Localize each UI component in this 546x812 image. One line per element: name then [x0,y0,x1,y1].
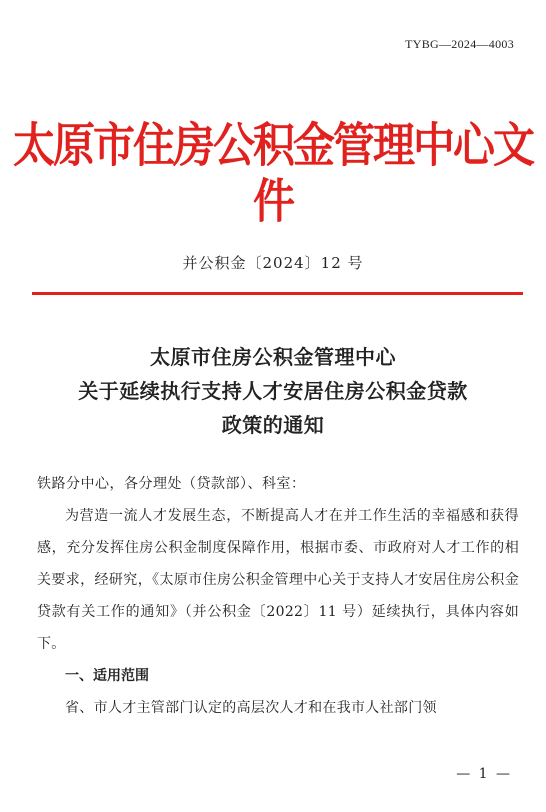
notice-title [0,340,546,442]
document-body [37,468,519,724]
page-number: — 1 — [456,766,512,782]
body-paragraph: 省、市人才主管部门认定的高层次人才和在我市人社部门领 [65,700,437,716]
red-divider-line [32,292,523,295]
document-code: TYBG—2024—4003 [405,37,514,51]
body-paragraph: 为营造一流人才发展生态，不断提高人才在并工作生活的幸福感和获得感，充分发挥住房公积金制度保障作用，根据市委、市政府对人才工作的相关要求，经研究，《太原市住房公积金管理中心关于支持人才安居住房公积金贷款有关工作的通知》（并公积金〔2022〕11 号）延续执行，具体内容如下。 [37,508,519,652]
title-line: 太原市住房公积金管理中心 [150,345,396,369]
document-header: 太原市住房公积金管理中心文件 [12,118,533,230]
title-line: 政策的通知 [221,413,325,437]
title-line: 关于延续执行支持人才安居住房公积金贷款 [78,379,468,403]
document-number: 并公积金〔2024〕12 号 [182,254,364,272]
section-heading: 一、适用范围 [65,668,149,684]
addressee: 铁路分中心，各分理处（贷款部）、科室： [37,476,306,492]
